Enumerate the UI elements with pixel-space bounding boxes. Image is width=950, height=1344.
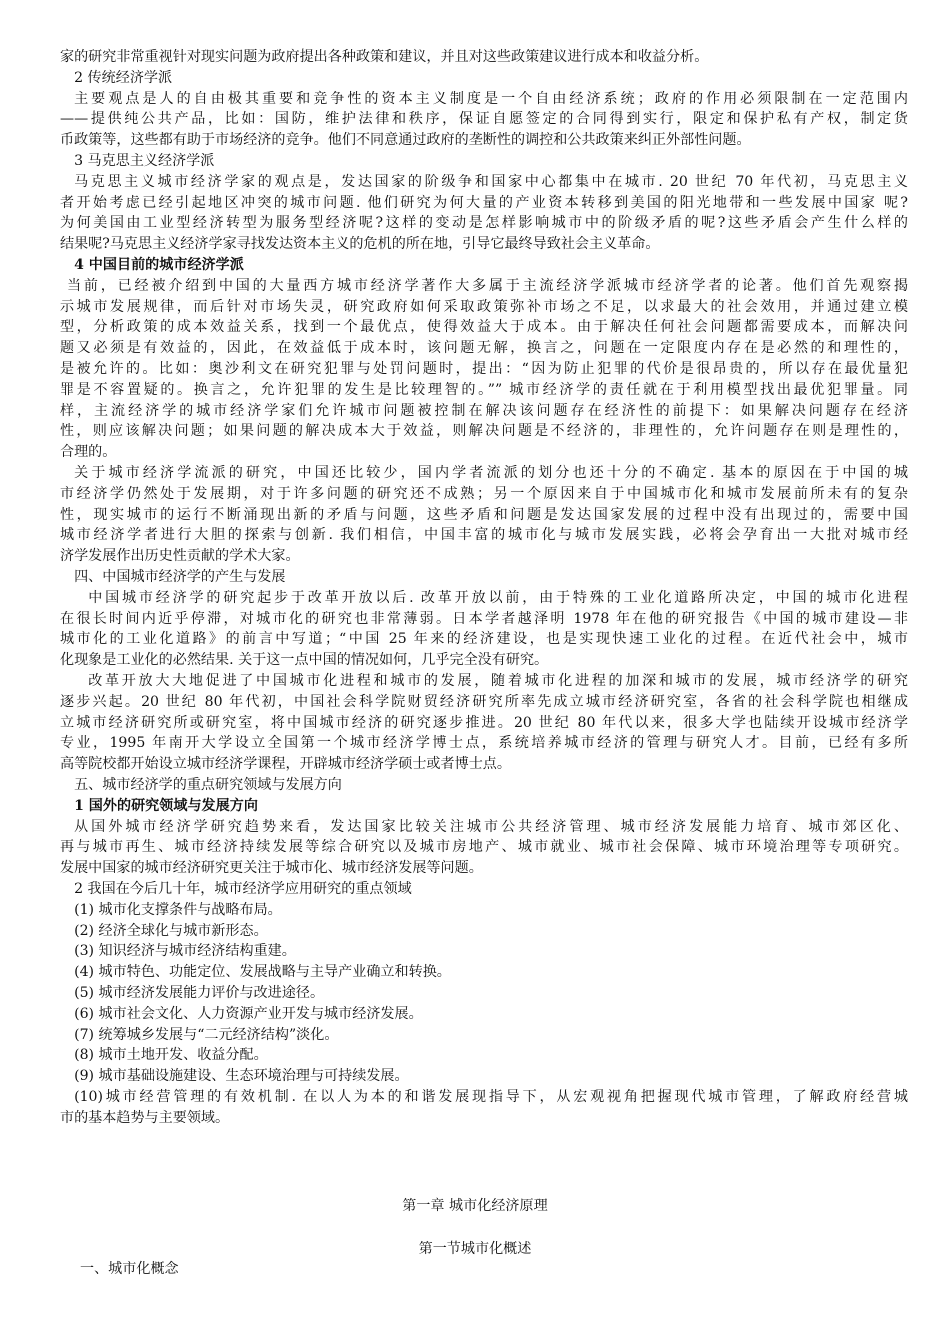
text-line: (3) 知识经济与城市经济结构重建。: [74, 943, 296, 960]
text-line: 四、中国城市经济学的产生与发展: [74, 569, 286, 585]
text-line: 为何美国由工业型经济转型为服务型经济呢?这样的变动是怎样影响城市中的阶级矛盾的呢?这些矛盾会产生什么样的: [60, 215, 908, 232]
text-line: 马克思主义城市经济学家的观点是，发达国家的阶级争和国家中心都集中在城市. 20 世纪 70 年代初，马克思主义: [74, 173, 908, 190]
text-line: (6) 城市社会文化、人力资源产业开发与城市经济发展。: [74, 1005, 423, 1022]
text-line: 型，分析政策的成本效益关系，找到一个最优点，使得效益大于成本。由于解决任何社会问题都需要成本，而解决问: [60, 319, 908, 336]
text-line: 当前，已经被介绍到中国的大量西方城市经济学著作大多属于主流经济学派城市经济学者的论著。他们首先观察揭: [67, 277, 908, 294]
text-line: (7) 统筹城乡发展与“二元经济结构”淡化。: [74, 1026, 339, 1043]
text-line: 从国外城市经济学研究趋势来看，发达国家比较关注城市公共经济管理、城市经济发展能力培育、城市郊区化、: [74, 818, 908, 835]
text-line: 示城市发展规律，而后针对市场失灵，研究政府如何采取政策弥补市场之不足，以求最大的社会效用，并通过建立模: [60, 298, 908, 315]
text-line: (1) 城市化支撑条件与战略布局。: [74, 901, 282, 918]
text-line: 是被允许的。比如：奥沙利文在研究犯罪与处罚问题时，提出：“因为防止犯罪的代价是很昂贵的，所以存在最优量犯: [60, 361, 908, 377]
text-line: 再与城市再生、城市经济持续发展等综合研究以及城市房地产、城市就业、城市社会保障、城市环境治理等专项研究。: [60, 839, 908, 856]
text-line: 专业，1995 年南开大学设立全国第一个城市经济学博士点，系统培养城市经济的管理与研究人才。目前，已经有多所: [60, 735, 908, 752]
text-line: 3 马克思主义经济学派: [74, 153, 215, 169]
text-line: 发展中国家的城市经济研究更关注于城市化、城市经济发展等问题。: [60, 860, 483, 877]
text-line: 性，则应该解决问题；如果问题的解决成本大于效益，则解决问题是不经济的，非理性的，允许问题存在则是理性的，: [60, 423, 908, 440]
text-line: 2 传统经济学派: [74, 69, 173, 86]
text-line: (10)城市经营管理的有效机制. 在以人为本的和谐发展现指导下，从宏观视角把握现代城市管理，了解政府经营城: [74, 1089, 908, 1105]
text-line: 者开始考虑已经引起地区冲突的城市问题. 他们研究为何大量的产业资本转移到美国的阳光地带和一些发展中国家 呢?: [60, 194, 908, 211]
text-line: 币政策等，这些都有助于市场经济的竞争。他们不同意通过政府的垄断性的调控和公共政策来纠正外部性问题。: [60, 132, 751, 149]
text-line: ——提供纯公共产品，比如：国防，维护法律和秩序，保证自愿签定的合同得到实行，限定和保护私有产权，制定货: [60, 111, 908, 128]
text-line: 2 我国在今后几十年，城市经济学应用研究的重点领域: [74, 881, 412, 897]
text-line: (9) 城市基础设施建设、生态环境治理与可持续发展。: [74, 1068, 409, 1085]
text-line: 城市经济学者进行大胆的探索与创新. 我们相信，中国丰富的城市化与城市发展实践，必将会孕育出一大批对城市经: [60, 527, 908, 544]
chapter-title: 第一章 城市化经济原理: [402, 1198, 548, 1214]
text-line: 关于城市经济学流派的研究，中国还比较少，国内学者流派的划分也还十分的不确定. 基本的原因在于中国的城: [74, 465, 908, 481]
text-line: 五、城市经济学的重点研究领域与发展方向: [74, 777, 342, 793]
text-line: (4) 城市特色、功能定位、发展战略与主导产业确立和转换。: [74, 964, 451, 981]
text-line: 结果呢?马克思主义经济学家寻找发达资本主义的危机的所在地，引导它最终导致社会主义革命。: [60, 236, 660, 253]
text-line: 主要观点是人的自由极其重要和竞争性的资本主义制度是一个自由经济系统；政府的作用必须限制在一定范围内: [74, 90, 908, 107]
text-line: (8) 城市土地开发、收益分配。: [74, 1047, 268, 1064]
text-line: 题又必须是有效益的，因此，在效益低于成本时，该问题无解，换言之，问题在一定限度内存在是必然的和理性的，: [60, 340, 908, 357]
text-line: 高等院校都开始设立城市经济学课程，开辟城市经济学硕士或者博士点。: [60, 756, 511, 773]
text-line: 济学发展作出历史性贡献的学术大家。: [60, 548, 300, 565]
section-title: 第一节城市化概述: [418, 1241, 532, 1257]
subsection-title: 一、城市化概念: [80, 1261, 179, 1277]
text-line: 1 国外的研究领域与发展方向: [74, 797, 258, 814]
text-line: 改革开放大大地促进了中国城市化进程和城市的发展，随着城市化进程的加深和城市的发展，城市经济学的研究: [88, 673, 908, 689]
text-line: 中国城市经济学的研究起步于改革开放以后. 改革开放以前，由于特殊的工业化道路所决定，中国的城市化进程: [88, 589, 908, 606]
text-line: 城市化的工业化道路》的前言中写道；“中国 25 年来的经济建设，也是实现快速工业化的过程。在近代社会中，城市: [60, 631, 908, 648]
text-line: (5) 城市经济发展能力评价与改进途径。: [74, 985, 325, 1001]
text-line: 立城市经济研究所或研究室，将中国城市经济的研究逐步推进。20 世纪 80 年代以来，很多大学也陆续开设城市经济学: [60, 714, 908, 731]
text-line: 家的研究非常重视针对现实问题为政府提出各种政策和建议，并且对这些政策建议进行成本和收益分析。: [60, 49, 709, 65]
text-line: 4 中国目前的城市经济学派: [74, 257, 244, 273]
text-line: 在很长时间内近乎停滞，对城市化的研究也非常薄弱。日本学者越泽明 1978 年在他的研究报告《中国的城市建设—非: [60, 610, 908, 627]
text-line: 市经济学仍然处于发展期，对于许多问题的研究还不成熟；另一个原因来自于中国城市化和城市发展前所未有的复杂: [60, 485, 908, 502]
text-line: 市的基本趋势与主要领域。: [60, 1109, 230, 1126]
text-line: 性，现实城市的运行不断涌现出新的矛盾与问题，这些矛盾和问题是发达国家发展的过程中没有出现过的，需要中国: [60, 506, 908, 523]
text-line: 逐步兴起。20 世纪 80 年代初，中国社会科学院财贸经济研究所率先成立城市经济研究室，各省的社会科学院也相继成: [60, 693, 908, 710]
text-line: 化现象是工业化的必然结果. 关于这一点中国的情况如何，几乎完全没有研究。: [60, 652, 549, 669]
text-line: 合理的。: [60, 444, 117, 461]
text-line: (2) 经济全球化与城市新形态。: [74, 922, 268, 939]
text-line: 样，主流经济学的城市经济学家们允许城市问题被控制在解决该问题存在经济性的前提下：如果解决问题存在经济: [60, 402, 908, 419]
text-line: 罪是不容置疑的。换言之，允许犯罪的发生是比较理智的。”” 城市经济学的责任就在于利用模型找出最优犯罪量。同: [60, 381, 908, 398]
